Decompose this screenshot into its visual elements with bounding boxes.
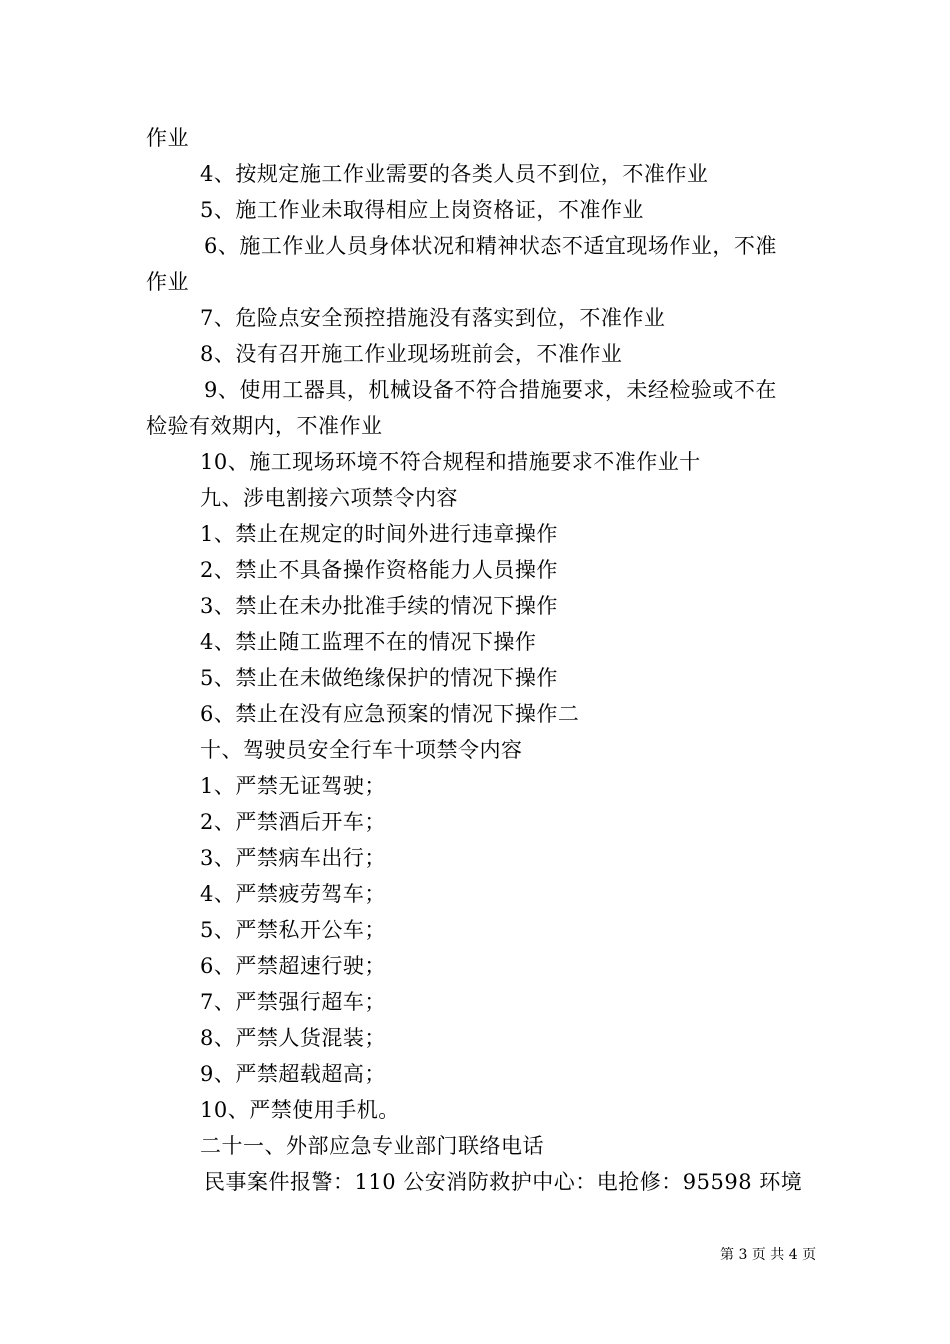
list-item: 7、严禁强行超车； (200, 990, 386, 1014)
list-item: 6、禁止在没有应急预案的情况下操作二 (200, 702, 580, 726)
text-line: 6、施工作业人员身体状况和精神状态不适宜现场作业，不准 (204, 234, 777, 258)
text-line: 4、按规定施工作业需要的各类人员不到位，不准作业 (200, 162, 709, 186)
list-item: 2、严禁酒后开车； (200, 810, 386, 834)
list-item: 1、严禁无证驾驶； (200, 774, 386, 798)
list-item: 6、严禁超速行驶； (200, 954, 386, 978)
section-heading: 九、涉电割接六项禁令内容 (200, 486, 458, 510)
list-item: 9、严禁超载超高； (200, 1062, 386, 1086)
section-heading: 十、驾驶员安全行车十项禁令内容 (200, 738, 523, 762)
text-line: 5、施工作业未取得相应上岗资格证，不准作业 (200, 198, 644, 222)
list-item: 2、禁止不具备操作资格能力人员操作 (200, 558, 558, 582)
text-line: 10、施工现场环境不符合规程和措施要求不准作业十 (200, 450, 701, 474)
list-item: 8、严禁人货混装； (200, 1026, 386, 1050)
section-heading: 二十一、外部应急专业部门联络电话 (200, 1134, 544, 1158)
text-line: 作业 (146, 270, 189, 294)
list-item: 1、禁止在规定的时间外进行违章操作 (200, 522, 558, 546)
text-line: 民事案件报警：110 公安消防救护中心：电抢修：95598 环境 (204, 1170, 803, 1194)
list-item: 5、严禁私开公车； (200, 918, 386, 942)
list-item: 4、禁止随工监理不在的情况下操作 (200, 630, 537, 654)
text-line: 作业 (146, 126, 189, 150)
text-line: 8、没有召开施工作业现场班前会，不准作业 (200, 342, 623, 366)
page-number-footer: 第 3 页 共 4 页 (720, 1247, 817, 1263)
list-item: 4、严禁疲劳驾车； (200, 882, 386, 906)
list-item: 5、禁止在未做绝缘保护的情况下操作 (200, 666, 558, 690)
list-item: 10、严禁使用手机。 (200, 1098, 400, 1122)
text-line: 9、使用工器具，机械设备不符合措施要求，未经检验或不在 (204, 378, 777, 402)
list-item: 3、禁止在未办批准手续的情况下操作 (200, 594, 558, 618)
text-line: 检验有效期内，不准作业 (146, 414, 383, 438)
list-item: 3、严禁病车出行； (200, 846, 386, 870)
text-line: 7、危险点安全预控措施没有落实到位，不准作业 (200, 306, 666, 330)
